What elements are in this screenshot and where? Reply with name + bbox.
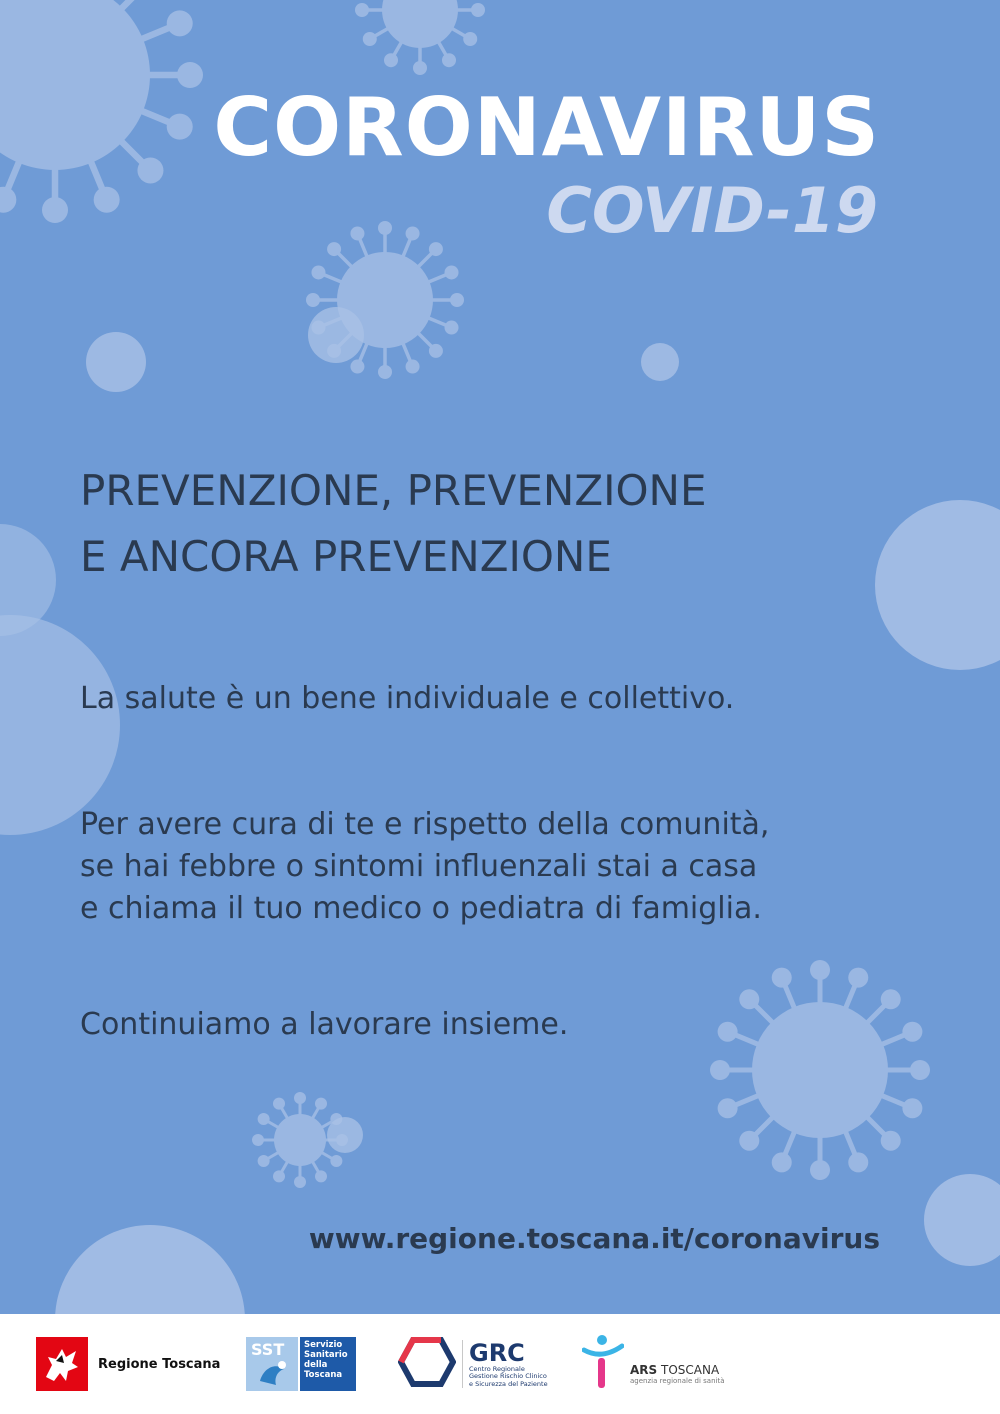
paragraph-health: La salute è un bene individuale e collettivo.: [80, 681, 735, 716]
sst-mark-text: SST: [251, 1340, 285, 1359]
decoration-circle: [0, 615, 120, 835]
grc-line: Gestione Rischio Clinico: [469, 1372, 547, 1381]
virus-particle: [0, 0, 203, 223]
website-link[interactable]: www.regione.toscana.it/coronavirus: [308, 1222, 880, 1255]
paragraph-advice: [80, 804, 900, 930]
heading-line: E ANCORA PREVENZIONE: [80, 532, 612, 581]
grc-subtitle: [469, 1366, 548, 1389]
regione-toscana-name: Regione Toscana: [98, 1356, 221, 1372]
sst-logo[interactable]: [246, 1336, 356, 1392]
decoration-circle: [641, 343, 679, 381]
hexagon-icon: [398, 1334, 456, 1394]
grc-logo[interactable]: [398, 1336, 548, 1392]
sst-line: Servizio: [304, 1340, 343, 1350]
decoration-circle: [55, 1225, 245, 1314]
virus-particle: [355, 0, 485, 75]
sst-label: [300, 1337, 356, 1391]
ars-toscana-logo[interactable]: [582, 1336, 724, 1392]
main-heading: [80, 458, 880, 590]
decoration-circle: [308, 307, 364, 363]
sst-logo-icon: [246, 1337, 298, 1391]
grc-title: GRC: [469, 1338, 525, 1367]
ars-name-bold: ARS: [630, 1362, 658, 1377]
sst-line: Toscana: [304, 1370, 343, 1380]
paragraph-line: Per avere cura di te e rispetto della comunità,: [80, 807, 770, 842]
regione-toscana-logo[interactable]: [36, 1336, 220, 1392]
virus-particle: [710, 960, 930, 1180]
grc-line: Centro Regionale: [469, 1364, 525, 1373]
ars-subtitle: agenzia regionale di sanità: [630, 1376, 725, 1385]
decoration-circle: [924, 1174, 1000, 1266]
sst-line: della: [304, 1360, 328, 1370]
footer-logos: [0, 1314, 1000, 1414]
ars-name-rest: TOSCANA: [657, 1362, 720, 1377]
grc-line: e Sicurezza del Paziente: [469, 1379, 548, 1388]
sst-line: Sanitario: [304, 1350, 348, 1360]
ars-name: [630, 1363, 724, 1377]
paragraph-line: e chiama il tuo medico o pediatra di famiglia.: [80, 891, 762, 926]
poster-subtitle: COVID-19: [546, 174, 878, 247]
pegasus-icon: [36, 1337, 88, 1391]
heading-line: PREVENZIONE, PREVENZIONE: [80, 466, 707, 515]
paragraph-together: Continuiamo a lavorare insieme.: [80, 1007, 569, 1042]
decoration-circle: [875, 500, 1000, 670]
paragraph-line: se hai febbre o sintomi influenzali stai a casa: [80, 849, 758, 884]
ars-text: [630, 1363, 724, 1386]
decoration-circle: [327, 1117, 363, 1153]
ars-figure-icon: [582, 1334, 624, 1394]
decoration-circle: [86, 332, 146, 392]
poster-title: CORONAVIRUS: [213, 81, 880, 174]
grc-text: [462, 1340, 548, 1389]
